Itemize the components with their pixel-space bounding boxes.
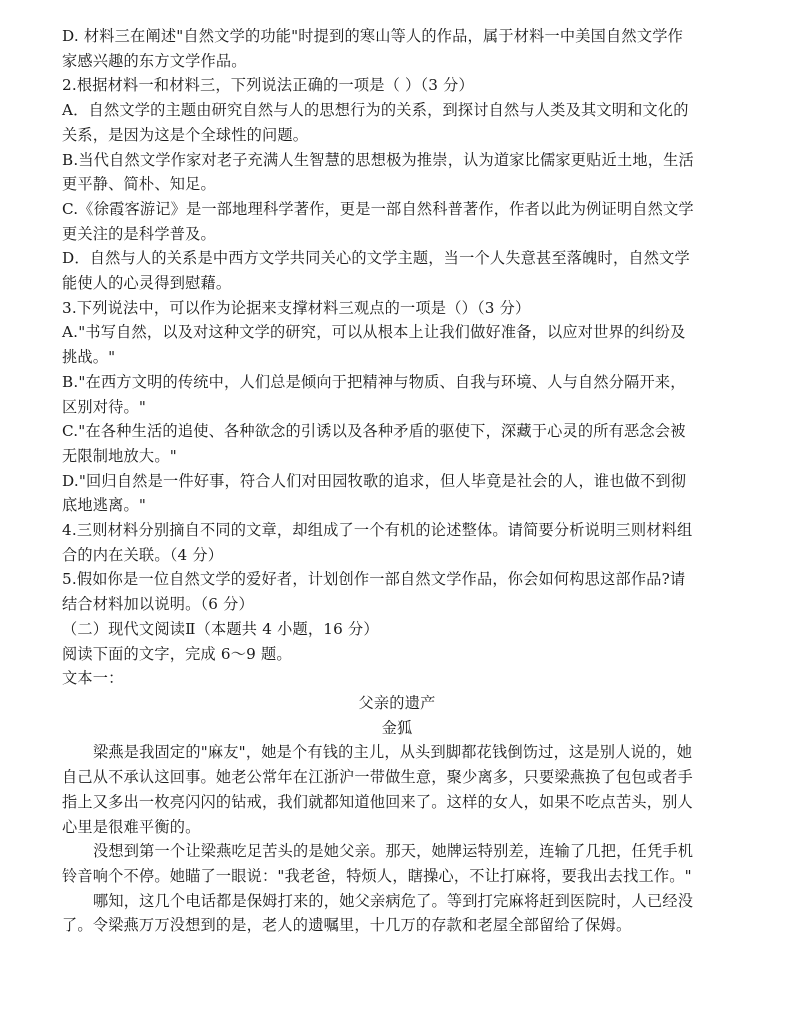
question-5: 5.假如你是一位自然文学的爱好者，计划创作一部自然文学作品，你会如何构思这部作品?请 bbox=[62, 570, 686, 589]
text-line: 更平静、简朴、知足。 bbox=[62, 175, 216, 194]
questions-section bbox=[62, 24, 732, 691]
option-b: B."在西方文明的传统中，人们总是倾向于把精神与物质、自我与环境、人与自然分隔开来， bbox=[62, 372, 686, 391]
question-3: 3.下列说法中，可以作为论据来支撑材料三观点的一项是（）（3 分） bbox=[62, 298, 531, 317]
text-line: 结合材料加以说明。（6 分） bbox=[62, 595, 254, 614]
instructions: 阅读下面的文字，完成 6～9 题。 bbox=[62, 644, 292, 663]
text-label: 文本一： bbox=[62, 669, 124, 688]
text-line: 更关注的是科学普及。 bbox=[62, 224, 216, 243]
story-author: 金狐 bbox=[381, 718, 413, 737]
option-d: D."回归自然是一件好事，符合人们对田园牧歌的追求，但人毕竟是社会的人，谁也做不到彻 bbox=[62, 471, 687, 490]
text-line: 指上又多出一枚亮闪闪的钻戒，我们就都知道他回来了。这样的女人，如果不吃点苦头，别人 bbox=[62, 792, 693, 811]
option-b: B.当代自然文学作家对老子充满人生智慧的思想极为推崇，认为道家比儒家更贴近土地，生活 bbox=[62, 150, 694, 169]
text-line: 心里是很难平衡的。 bbox=[62, 817, 201, 836]
story-paragraph bbox=[62, 839, 732, 888]
text-line: 自己从不承认这回事。她老公常年在江浙沪一带做生意，聚少离多，只要梁燕换了包包或者手 bbox=[62, 768, 693, 787]
text-line: 无限制地放大。" bbox=[62, 446, 177, 465]
story-paragraph bbox=[62, 740, 732, 839]
text-line: D. 材料三在阐述"自然文学的功能"时提到的寒山等人的作品，属于材料一中美国自然文学作 bbox=[62, 27, 683, 45]
story-paragraph bbox=[62, 889, 732, 938]
option-c: C."在各种生活的追使、各种欲念的引诱以及各种矛盾的驱使下，深藏于心灵的所有恶念会被 bbox=[62, 422, 686, 441]
text-line: 没想到第一个让梁燕吃足苦头的是她父亲。那天，她牌运特别差，连输了几把，任凭手机 bbox=[93, 842, 694, 861]
text-line: 关系，是因为这是个全球性的问题。 bbox=[62, 125, 309, 144]
story-title: 父亲的遗产 bbox=[358, 693, 436, 712]
option-d: D．自然与人的关系是中西方文学共同关心的文学主题，当一个人失意甚至落魄时，自然文学 bbox=[62, 249, 690, 268]
option-a: A."书写自然，以及对这种文学的研究，可以从根本上让我们做好准备，以应对世界的纠纷及 bbox=[62, 323, 686, 342]
section-heading: （二）现代文阅读Ⅱ（本题共 4 小题，16 分） bbox=[62, 619, 379, 638]
text-line: 梁燕是我固定的"麻友"，她是个有钱的主儿，从头到脚都花钱倒饬过，这是别人说的，她 bbox=[93, 743, 693, 762]
question-2: 2.根据材料一和材料三，下列说法正确的一项是（ ）（3 分） bbox=[62, 76, 474, 95]
text-line: 家感兴趣的东方文学作品。 bbox=[62, 51, 247, 70]
text-line: 了。令梁燕万万没想到的是，老人的遗嘱里，十几万的存款和老屋全部留给了保姆。 bbox=[62, 916, 632, 935]
option-c: C.《徐霞客游记》是一部地理科学著作，更是一部自然科普著作，作者以此为例证明自然文学 bbox=[62, 199, 694, 218]
text-line: 挑战。" bbox=[62, 348, 116, 367]
text-line: 能使人的心灵得到慰藉。 bbox=[62, 274, 232, 293]
option-a: A．自然文学的主题由研究自然与人的思想行为的关系，到探讨自然与人类及其文明和文化的 bbox=[62, 101, 689, 120]
text-line: 区别对待。" bbox=[62, 397, 147, 416]
text-line: 合的内在关联。（4 分） bbox=[62, 545, 224, 564]
text-line: 哪知，这几个电话都是保姆打来的，她父亲病危了。等到打完麻将赶到医院时，人已经没 bbox=[93, 891, 694, 910]
text-line: 底地逃离。" bbox=[62, 496, 147, 515]
text-line: 铃音响个不停。她瞄了一眼说："我老爸，特烦人，瞎操心，不让打麻将，要我出去找工作。" bbox=[62, 866, 692, 885]
story-section bbox=[62, 691, 732, 938]
question-4: 4.三则材料分别摘自不同的文章，却组成了一个有机的论述整体。请简要分析说明三则材料组 bbox=[62, 521, 693, 540]
